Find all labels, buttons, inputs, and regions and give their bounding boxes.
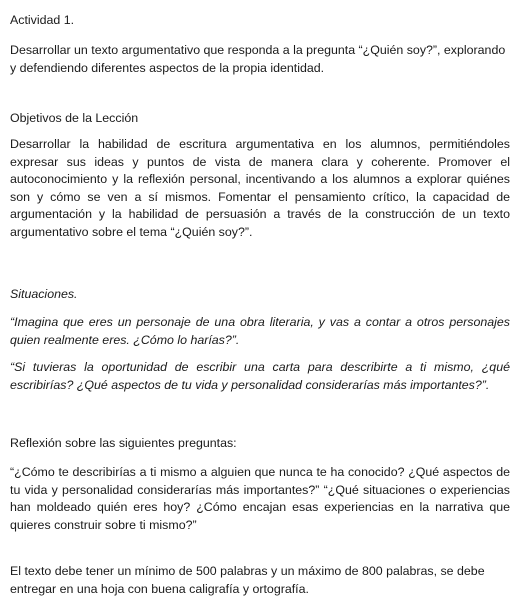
requirements-body: El texto debe tener un mínimo de 500 palabras y un máximo de 800 palabras, se debe entregar en una hoja con buena caligrafía y ortografía.	[10, 564, 485, 596]
objectives-heading: Objetivos de la Lección	[10, 111, 139, 125]
activity-instruction: Desarrollar un texto argumentativo que responda a la pregunta “¿Quién soy?”, explorando y defendiendo diferentes aspectos de la propia identidad.	[10, 43, 506, 75]
activity-title: Actividad 1.	[10, 13, 75, 27]
reflection-body: “¿Cómo te describirías a ti mismo a alguien que nunca te ha conocido? ¿Qué aspectos de tu vida y personalidad considerarías más importantes?” “¿Qué situaciones o experiencias han moldeado quién eres hoy? ¿Cómo encajan esas experiencias en la narrativa que quieres construir sobre ti mismo?”	[10, 465, 510, 532]
situation-item-1: “Imagina que eres un personaje de una obra literaria, y vas a contar a otros personajes quien realmente eres. ¿Cómo lo harías?”.	[10, 315, 510, 347]
situation-item-2: “Si tuvieras la oportunidad de escribir una carta para describirte a ti mismo, ¿qué escribirías? ¿Qué aspectos de tu vida y personalidad considerarías más importantes?”.	[10, 360, 510, 392]
objectives-body: Desarrollar la habilidad de escritura argumentativa en los alumnos, permitiéndoles expresar sus ideas y puntos de vista de manera clara y coherente. Promover el autoconocimiento y la reflexión personal, incentivando a los alumnos a explorar quiénes son y cómo se ven a sí mismos. Fomentar el pensamiento crítico, la capacidad de argumentación y la habilidad de persuasión a través de la construcción de un texto argumentativo sobre el tema “¿Quién soy?”.	[10, 137, 510, 239]
situations-heading: Situaciones.	[10, 287, 78, 301]
reflection-heading: Reflexión sobre las siguientes preguntas:	[10, 436, 237, 450]
